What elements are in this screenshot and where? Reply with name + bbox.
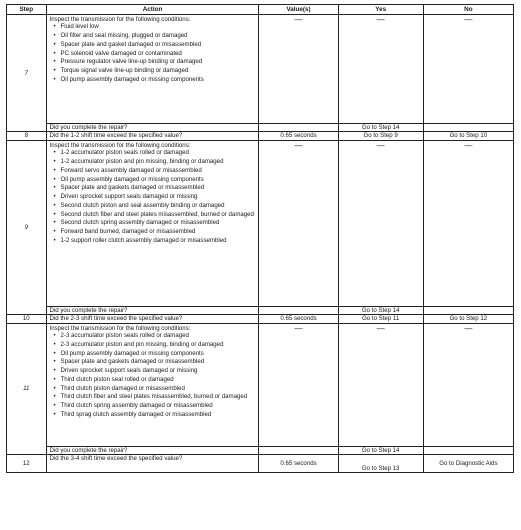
value-cell: 0.65 seconds (259, 132, 338, 140)
header-row (7, 5, 514, 15)
yes-dash: — (338, 323, 423, 446)
table-row-step-10 (7, 315, 514, 323)
list-item: • Spacer plate and gaskets damaged or misassembled (61, 358, 256, 365)
list-item: • PC solenoid valve damaged or contaminated (61, 50, 256, 57)
no-cell (423, 306, 513, 314)
list-item: • Fluid level low (61, 23, 256, 30)
list-item: • Oil filter and seal missing, plugged or damaged (61, 32, 256, 39)
action-question: Did you complete the repair? (46, 306, 259, 314)
list-item: • Third clutch piston damaged or misassembled (61, 385, 256, 392)
action-cell-9 (46, 140, 259, 306)
step-number-11: 11 (7, 323, 47, 454)
list-item: • Spacer plate and gasket damaged or misassembled (61, 41, 256, 48)
list-item: • Third clutch spring assembly damaged or misassembled (61, 402, 256, 409)
no-cell (423, 446, 513, 454)
action-question: Did the 2-3 shift time exceed the specified value? (46, 315, 259, 323)
yes-cell: Go to Step 14 (338, 446, 423, 454)
action-intro: Inspect the transmission for the following conditions: (49, 16, 191, 23)
no-cell (423, 124, 513, 132)
list-item: • Spacer plate and gaskets damaged or misassembled (61, 184, 256, 191)
yes-dash: — (338, 15, 423, 124)
list-item: • 1-2 accumulator piston seals rolled or damaged (61, 149, 256, 156)
yes-cell: Go to Step 9 (338, 132, 423, 140)
action-cell-11 (46, 323, 259, 446)
no-dash: — (423, 15, 513, 124)
header-values: Value(s) (259, 5, 338, 15)
no-cell: Go to Step 10 (423, 132, 513, 140)
no-dash: — (423, 323, 513, 446)
step-number-8: 8 (7, 132, 47, 140)
diagnostic-table (6, 4, 514, 473)
yes-cell: Go to Step 13 (338, 455, 423, 473)
action-question: Did you complete the repair? (46, 124, 259, 132)
action-question: Did the 3-4 shift time exceed the specified value? (46, 455, 259, 473)
table-row-step-8 (7, 132, 514, 140)
yes-cell: Go to Step 14 (338, 124, 423, 132)
condition-list (50, 332, 256, 418)
list-item: • 1-2 support roller clutch assembly damaged or misassembled (61, 237, 256, 244)
yes-dash: — (338, 140, 423, 306)
list-item: • Forward servo assembly damaged or misassembled (61, 167, 256, 174)
table-row-step-7-inspect (7, 15, 514, 124)
list-item: • Third clutch fiber and steel plates misassembled, burned or damaged (61, 393, 256, 400)
list-item: • Driven sprocket support seals damaged or missing (61, 193, 256, 200)
action-cell-7 (46, 15, 259, 124)
list-item: • Pressure regulator valve line-up binding or damaged (61, 58, 256, 65)
table-row-step-11-question (7, 446, 514, 454)
step-number-10: 10 (7, 315, 47, 323)
list-item: • Second clutch fiber and steel plates misassembled, burned or damaged (61, 211, 256, 218)
table-row-step-11-inspect (7, 323, 514, 446)
step-number-7: 7 (7, 15, 47, 132)
header-action: Action (46, 5, 259, 15)
list-item: • Oil pump assembly damaged or missing components (61, 350, 256, 357)
header-step: Step (7, 5, 47, 15)
value-cell: 0.65 seconds (259, 315, 338, 323)
list-item: • Second clutch spring assembly damaged or misassembled (61, 219, 256, 226)
value-cell (259, 124, 338, 132)
list-item: • 2-3 accumulator piston and pin missing, binding or damaged (61, 341, 256, 348)
table-row-step-12 (7, 455, 514, 473)
value-dash: — (259, 323, 338, 446)
no-dash: — (423, 140, 513, 306)
table-row-step-9-inspect (7, 140, 514, 306)
action-intro: Inspect the transmission for the following conditions: (49, 141, 191, 149)
header-no: No (423, 5, 513, 15)
action-question: Did the 1-2 shift time exceed the specified value? (46, 132, 259, 140)
list-item: • Second clutch piston and seal assembly binding or damaged (61, 202, 256, 209)
list-item: • Third clutch piston seal rolled or damaged (61, 376, 256, 383)
value-cell (259, 446, 338, 454)
no-cell: Go to Diagnostic Aids (423, 455, 513, 473)
header-yes: Yes (338, 5, 423, 15)
list-item: • Forward band burned, damaged or misassembled (61, 228, 256, 235)
step-number-12: 12 (7, 455, 47, 473)
list-item: • Driven sprocket support seals damaged or missing (61, 367, 256, 374)
value-dash: — (259, 15, 338, 124)
list-item: • 2-3 accumulator piston seals rolled or damaged (61, 332, 256, 339)
table-row-step-9-question (7, 306, 514, 314)
condition-list (50, 149, 256, 244)
condition-list (50, 23, 256, 83)
table-row-step-7-question (7, 124, 514, 132)
yes-cell: Go to Step 14 (338, 306, 423, 314)
action-intro: Inspect the transmission for the following conditions: (49, 324, 191, 332)
list-item: • Third sprag clutch assembly damaged or misassembled (61, 411, 256, 418)
list-item: • Oil pump assembly damaged or missing components (61, 176, 256, 183)
yes-cell: Go to Step 11 (338, 315, 423, 323)
action-question: Did you complete the repair? (46, 446, 259, 454)
value-cell (259, 306, 338, 314)
value-cell: 0.65 seconds (259, 455, 338, 473)
value-dash: — (259, 140, 338, 306)
no-cell: Go to Step 12 (423, 315, 513, 323)
list-item: • 1-2 accumulator piston and pin missing, binding or damaged (61, 158, 256, 165)
step-number-9: 9 (7, 140, 47, 314)
list-item: • Torque signal valve line-up binding or damaged (61, 67, 256, 74)
list-item: • Oil pump assembly damaged or missing components (61, 76, 256, 83)
